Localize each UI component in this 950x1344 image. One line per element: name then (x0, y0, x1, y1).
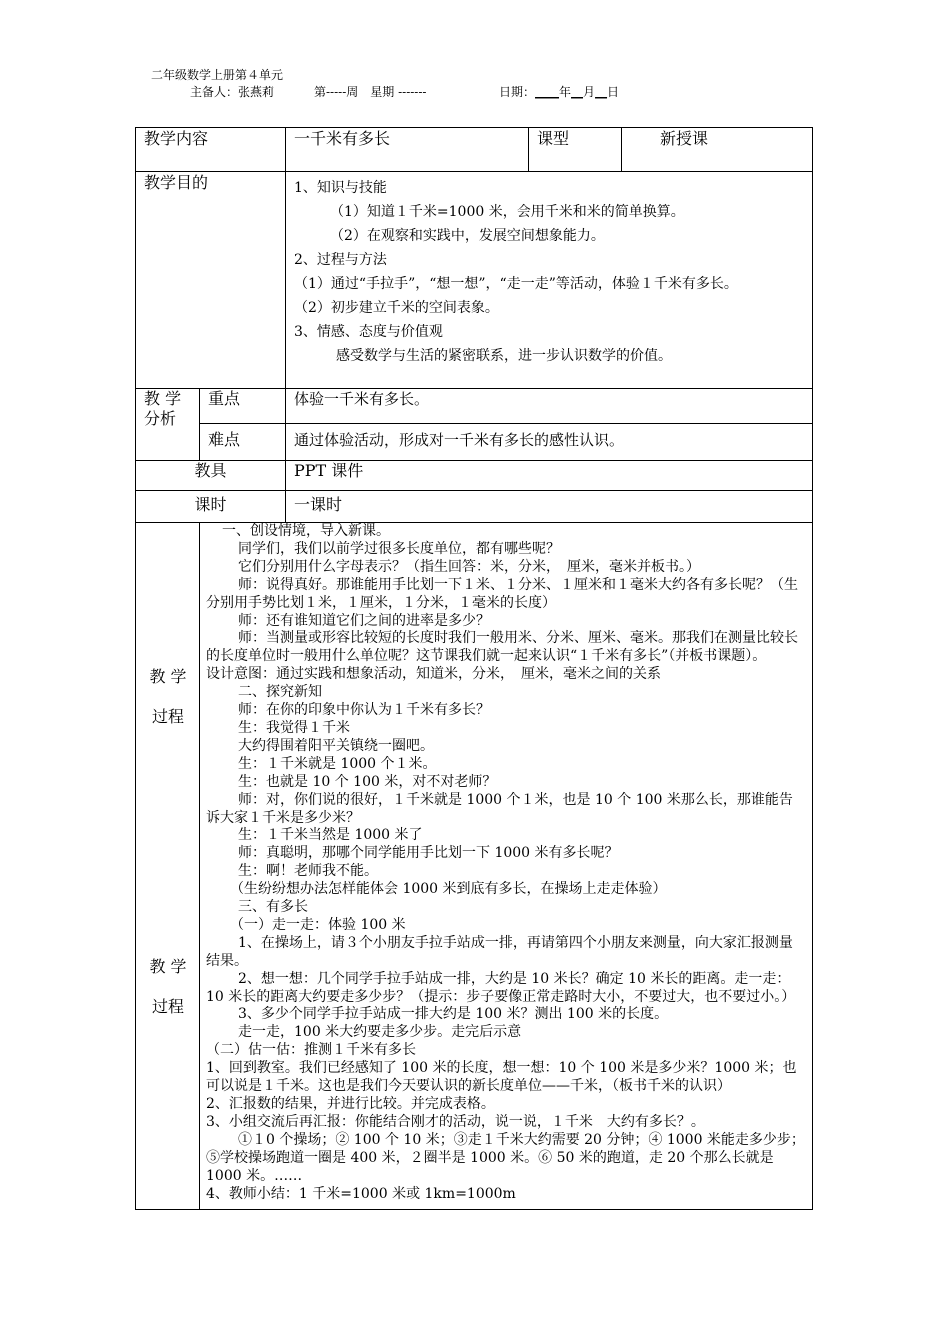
process-line: 设计意图：通过实践和想象活动，知道米，分米， 厘米，毫米之间的关系 (206, 666, 661, 683)
process-row (136, 523, 813, 1210)
date-label: 日期： (499, 85, 536, 99)
process-label: 过程 (151, 997, 184, 1016)
objective-line: （1）通过“手拉手”，“想一想”，“走一走”等活动，体验１千米有多长。 (294, 276, 738, 292)
analysis-label: 教 学 分析 (136, 389, 200, 461)
key-point-row (136, 389, 813, 424)
process-content (200, 523, 813, 1210)
process-line: ①１0 个操场；② 100 个 10 米；③走１千米大约需要 20 分钟；④ 1000 米能走多少步；⑤学校操场跑道一圈是 400 米，２圈半是 1000 米。⑥ 50 米的跑道，走 20 个那么长就是 1000 米。…… (206, 1131, 805, 1184)
process-line: 2、汇报数的结果，并进行比较。并完成表格。 (206, 1096, 495, 1112)
process-line: 生：啊！老师我不能。 (238, 863, 378, 880)
process-line: 同学们，我们以前学过很多长度单位，都有哪些呢？ (238, 540, 560, 557)
lesson-type-label: 课型 (529, 128, 622, 172)
key-point-label: 重点 (200, 389, 286, 424)
process-label: 过程 (151, 707, 184, 726)
difficulty-value: 通过体验活动，形成对一千米有多长的感性认识。 (286, 424, 813, 461)
process-line: 3、小组交流后再汇报：你能结合刚才的活动，说一说，１千米 大约有多长？。 (206, 1113, 705, 1130)
objective-line: 感受数学与生活的紧密联系，进一步认识数学的价值。 (336, 348, 673, 364)
lesson-type-value: 新授课 (622, 128, 813, 172)
tools-label: 教具 (136, 461, 286, 491)
week-line: 第-----周 星期 ------- (314, 85, 427, 99)
lesson-plan-table (135, 127, 813, 1210)
process-line: 走一走，100 米大约要走多少步。走完后示意 (238, 1024, 522, 1041)
grade-unit-line: 二年级数学上册第４单元 (151, 68, 284, 82)
objective-line: 1、知识与技能 (294, 180, 387, 196)
process-line: 一、创设情境，导入新课。 (222, 523, 390, 539)
date-year: 年 (559, 85, 572, 99)
difficulty-label: 难点 (200, 424, 286, 461)
process-line: 师：真聪明，那哪个同学能用手比划一下 1000 米有多长呢？ (238, 845, 619, 862)
objective-line: 3、情感、态度与价值观 (294, 324, 443, 340)
objectives-label: 教学目的 (136, 172, 286, 389)
objective-line: （1）知道１千米=1000 米，会用千米和米的简单换算。 (330, 204, 685, 220)
process-line: 师：当测量或形容比较短的长度时我们一般用米、分米、厘米、毫米。那我们在测量比较长的长度单位时一般用什么单位呢？这节课我们就一起来认识“１千米有多长”（并板书课题）。 (206, 630, 798, 665)
process-line: 4、教师小结：1 千米=1000 米或 1km=1000m (206, 1185, 516, 1202)
date-line (499, 85, 619, 99)
period-label: 课时 (136, 491, 286, 523)
process-line: 生：也就是 10 个 100 米，对不对老师？ (238, 773, 497, 790)
content-row (136, 128, 813, 172)
difficulty-row (136, 424, 813, 461)
date-month-blank: __ (571, 85, 584, 99)
lesson-title: 一千米有多长 (286, 128, 529, 172)
process-line: 师：说得真好。那谁能用手比划一下１米、１分米、１厘米和１毫米大约各有多长呢？（生分别用手势比划１米，１厘米，１分米，１毫米的长度） (206, 576, 798, 611)
objectives-content (286, 172, 813, 389)
process-line: 生：我觉得１千米 (238, 719, 350, 736)
content-label: 教学内容 (136, 128, 286, 172)
process-line: 1、回到教室。我们已经感知了 100 米的长度，想一想：10 个 100 米是多少米？1000 米；也可以说是１千米。这也是我们今天要认识的新长度单位——千米，（板书千米的认识） (206, 1060, 797, 1095)
tools-value: PPT 课件 (286, 461, 813, 491)
process-line: 它们分别用什么字母表示？（指生回答：米，分米， 厘米，毫米并板书。） (238, 558, 700, 575)
process-line: 师：还有谁知道它们之间的进率是多少？ (238, 612, 490, 629)
process-line: 师：对，你们说的很好，１千米就是 1000 个１米，也是 10 个 100 米那么长，那谁能告诉大家１千米是多少米？ (206, 791, 793, 826)
process-label-cell (136, 523, 200, 1210)
objective-line: （2）在观察和实践中，发展空间想象能力。 (330, 228, 605, 244)
process-line: （二）估一估：推测１千米有多长 (206, 1042, 416, 1059)
process-line: （生纷纷想办法怎样能体会 1000 米到底有多长，在操场上走走体验） (230, 881, 667, 898)
date-year-blank: ____ (535, 85, 560, 99)
process-line: （一）走一走：体验 100 米 (230, 916, 406, 933)
process-line: 师：在你的印象中你认为１千米有多长？ (238, 702, 490, 719)
process-line: 二、探究新知 (238, 684, 322, 701)
process-line: 生：１千米就是 1000 个１米。 (238, 755, 437, 772)
date-day-blank: __ (595, 85, 608, 99)
process-line: 生：１千米当然是 1000 米了 (238, 827, 423, 844)
process-label: 教 学 (149, 667, 187, 686)
process-line: 1、在操场上，请３个小朋友手拉手站成一排，再请第四个小朋友来测量，向大家汇报测量结果。 (206, 934, 793, 969)
date-month: 月 (583, 85, 596, 99)
process-line: 大约得围着阳平关镇绕一圈吧。 (238, 737, 434, 754)
process-line: 三、有多长 (238, 899, 308, 916)
tools-row (136, 461, 813, 491)
process-line: 2、想一想：几个同学手拉手站成一排，大约是 10 米长？确定 10 米长的距离。走一走：10 米长的距离大约要走多少步？（提示：步子要像正常走路时大小，不要过大，也不要过小。） (206, 970, 796, 1005)
objectives-row (136, 172, 813, 389)
date-day: 日 (607, 85, 620, 99)
period-row (136, 491, 813, 523)
objective-line: （2）初步建立千米的空间表象。 (294, 300, 499, 316)
process-label: 教 学 (149, 957, 187, 976)
objective-line: 2、过程与方法 (294, 252, 387, 268)
period-value: 一课时 (286, 491, 813, 523)
key-point-value: 体验一千米有多长。 (286, 389, 813, 424)
process-line: 3、多少个同学手拉手站成一排大约是 100 米？测出 100 米的长度。 (238, 1006, 669, 1023)
preparer: 主备人：张燕莉 (190, 85, 275, 99)
